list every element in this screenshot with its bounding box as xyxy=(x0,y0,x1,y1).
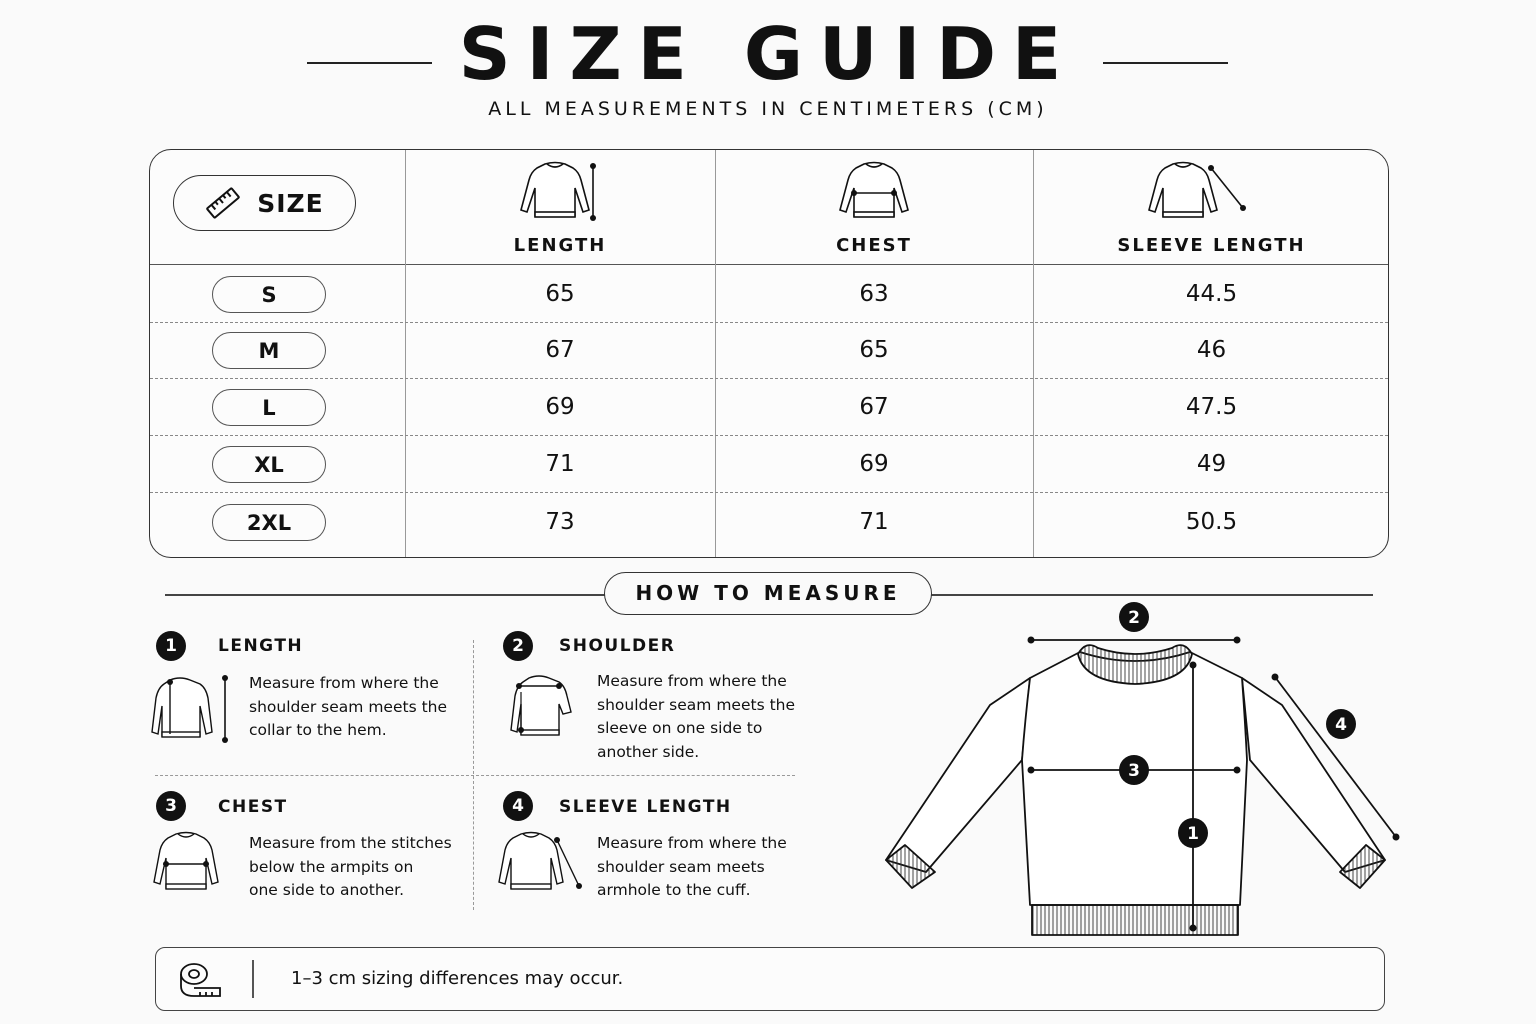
measuring-tape-icon xyxy=(178,960,224,1000)
svg-text:1: 1 xyxy=(1187,824,1199,844)
column-header-length xyxy=(405,150,715,265)
step-title-chest: CHEST xyxy=(218,797,288,817)
steps-divider-horizontal xyxy=(155,775,795,776)
step-number-badge: 4 xyxy=(503,791,533,821)
size-header-pill xyxy=(173,175,356,231)
step-number-badge: 2 xyxy=(503,631,533,661)
page-subtitle: ALL MEASUREMENTS IN CENTIMETERS (CM) xyxy=(488,98,1048,120)
step-description-sleeve-length xyxy=(597,832,787,903)
length-cell: 65 xyxy=(545,281,575,307)
table-row xyxy=(150,379,1388,436)
sleeve-cell: 49 xyxy=(1196,451,1227,477)
sleeve-cell: 44.5 xyxy=(1185,281,1238,307)
length-cell: 67 xyxy=(545,337,575,363)
sweater-sleeve-icon xyxy=(495,830,585,894)
length-cell: 69 xyxy=(545,394,575,420)
how-to-measure-heading: HOW TO MEASURE xyxy=(604,572,932,615)
sweater-length-icon xyxy=(150,674,240,744)
chest-cell: 69 xyxy=(859,451,889,477)
sizing-note-text: 1–3 cm sizing differences may occur. xyxy=(291,968,624,989)
table-row xyxy=(150,266,1388,323)
step-number-badge: 1 xyxy=(156,631,186,661)
sweater-chest-icon xyxy=(150,830,222,894)
description-line: Measure from where the xyxy=(249,674,439,692)
description-line: another side. xyxy=(597,742,700,761)
sleeve-cell: 47.5 xyxy=(1185,394,1238,420)
column-label-length: LENGTH xyxy=(513,235,607,256)
diagram-marker xyxy=(1119,602,1149,632)
size-header-label: SIZE xyxy=(257,188,324,218)
description-line: sleeve on one side to xyxy=(597,719,763,737)
sweater-chest-icon xyxy=(824,160,924,224)
length-cell: 73 xyxy=(545,509,575,535)
table-row xyxy=(150,322,1388,379)
description-line: collar to the hem. xyxy=(249,721,387,739)
column-header-sleeve xyxy=(1033,150,1389,265)
chest-cell: 63 xyxy=(859,281,889,307)
note-divider xyxy=(252,960,254,998)
diagram-marker xyxy=(1119,755,1149,785)
step-description-chest xyxy=(249,832,452,903)
description-line: Measure from the stitches xyxy=(249,834,452,852)
length-cell: 71 xyxy=(545,451,575,477)
chest-cell: 67 xyxy=(859,394,889,420)
size-pill: 2XL xyxy=(212,504,326,541)
description-line: armhole to the cuff. xyxy=(597,881,751,899)
diagram-marker xyxy=(1326,709,1356,739)
diagram-marker xyxy=(1178,818,1208,848)
step-description-shoulder xyxy=(597,670,795,764)
table-row xyxy=(150,436,1388,493)
step-description-length xyxy=(249,672,447,743)
description-line: below the armpits on xyxy=(249,857,414,876)
chest-cell: 65 xyxy=(859,337,889,363)
section-rule-right xyxy=(931,594,1373,596)
description-line: Measure from where the xyxy=(597,672,787,690)
description-line: one side to another. xyxy=(249,881,405,899)
size-pill: S xyxy=(212,276,326,313)
sweater-shoulder-icon xyxy=(507,672,581,742)
sweater-sleeve-icon xyxy=(1133,160,1253,224)
step-title-shoulder: SHOULDER xyxy=(559,636,676,656)
column-label-chest: CHEST xyxy=(836,235,912,256)
step-title-length: LENGTH xyxy=(218,636,304,656)
sizing-note xyxy=(155,947,1385,1011)
ruler-icon xyxy=(205,185,241,221)
description-line: shoulder seam meets the xyxy=(249,697,448,716)
size-table xyxy=(149,149,1389,558)
step-number-badge: 3 xyxy=(156,791,186,821)
svg-text:2: 2 xyxy=(1128,608,1140,628)
column-header-chest xyxy=(715,150,1033,265)
description-line: Measure from where the xyxy=(597,834,787,852)
svg-text:4: 4 xyxy=(1335,715,1347,735)
description-line: shoulder seam meets xyxy=(597,857,765,876)
table-row xyxy=(150,494,1388,551)
sleeve-cell: 46 xyxy=(1196,337,1227,363)
svg-text:3: 3 xyxy=(1128,761,1140,781)
step-title-sleeve-length: SLEEVE LENGTH xyxy=(559,797,732,817)
section-rule-left xyxy=(165,594,605,596)
size-pill: M xyxy=(212,332,326,369)
size-pill: XL xyxy=(212,446,326,483)
column-label-sleeve: SLEEVE LENGTH xyxy=(1117,235,1306,256)
table-header-row xyxy=(150,150,1388,265)
chest-cell: 71 xyxy=(859,509,889,535)
size-pill: L xyxy=(212,389,326,426)
sleeve-cell: 50.5 xyxy=(1185,509,1238,535)
description-line: shoulder seam meets the xyxy=(597,695,796,714)
page-title: SIZE GUIDE xyxy=(458,12,1078,96)
sweater-measurement-diagram xyxy=(870,600,1415,945)
sweater-length-icon xyxy=(505,160,605,224)
